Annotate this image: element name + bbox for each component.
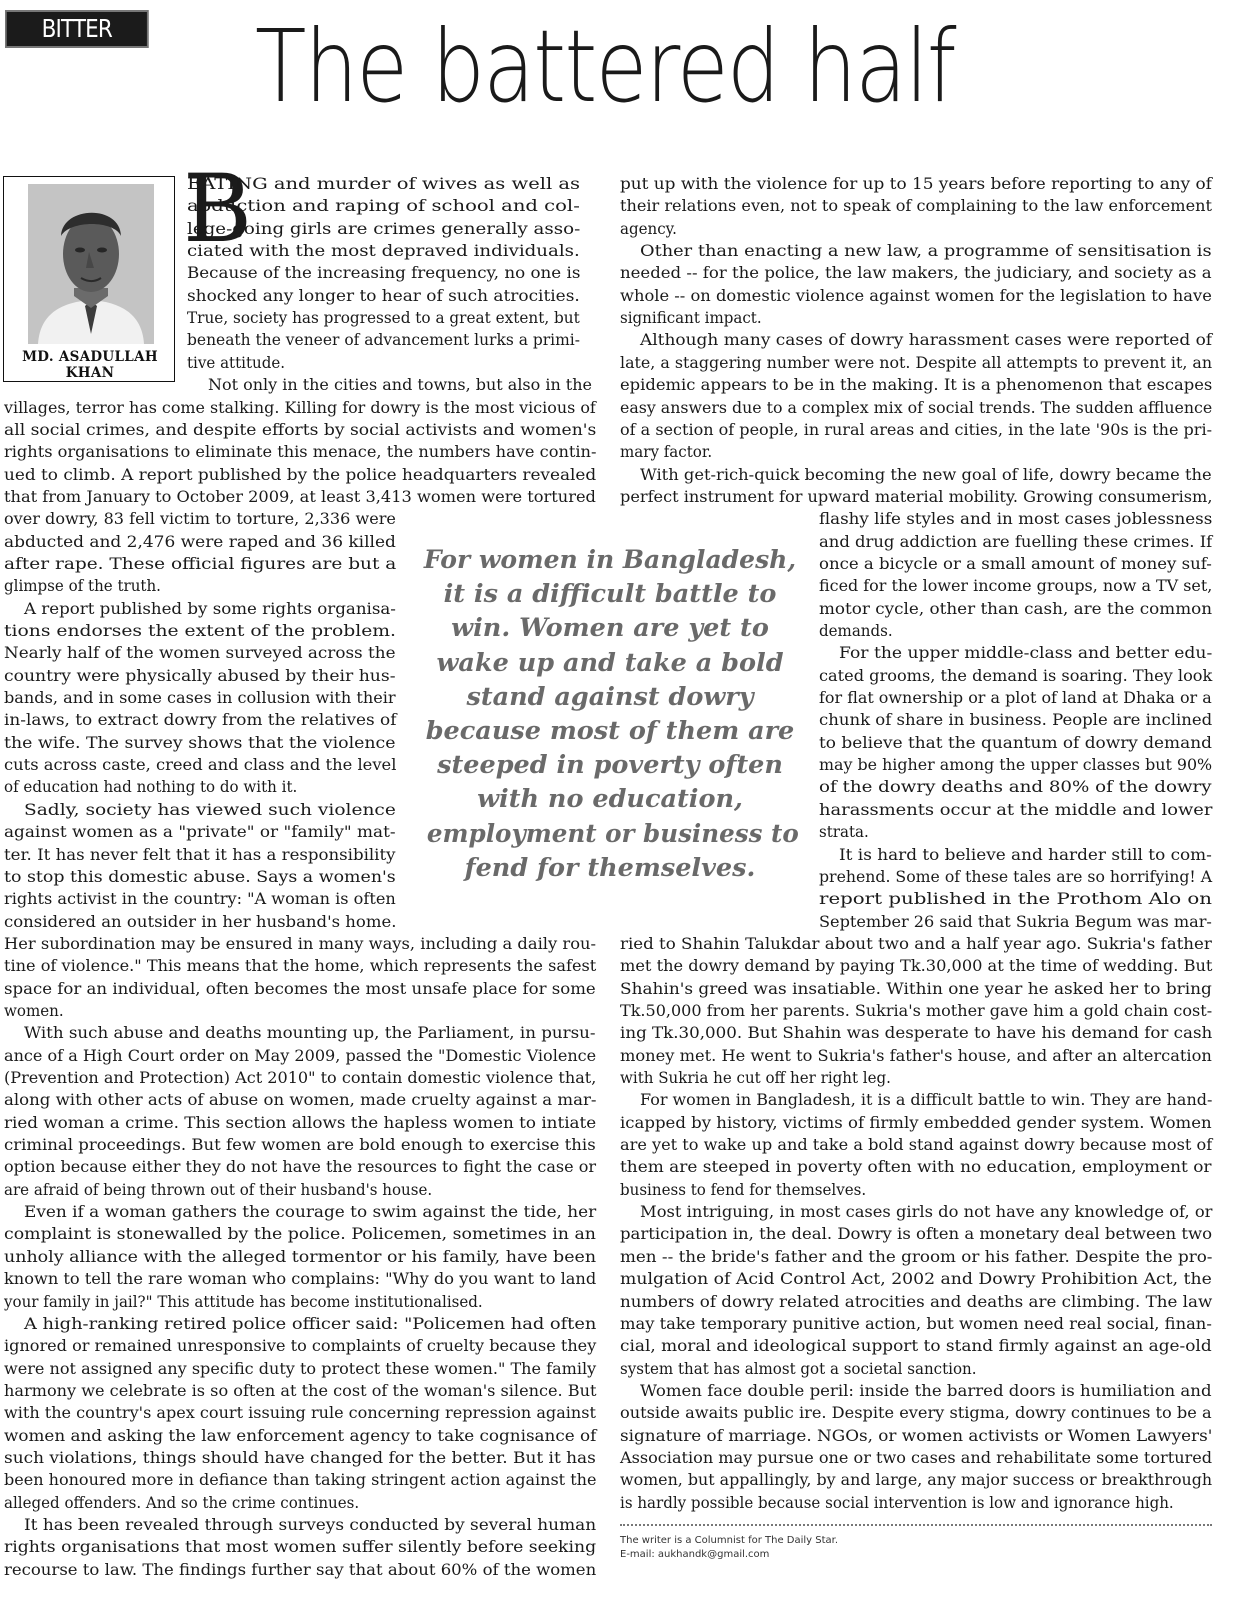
pull-quote-line: steeped in poverty often — [437, 750, 783, 781]
article-line: A high-ranking retired police officer said: "Policemen had often — [24, 1313, 597, 1333]
article-line: whole -- on domestic violence against women for the legislation to have — [620, 285, 1212, 305]
article-line: rights activist in the country: "A woman is often — [4, 889, 396, 909]
author-box — [3, 176, 175, 382]
pull-quote-line: stand against dowry — [466, 681, 754, 712]
article-line: may be higher among the upper classes but 90% — [819, 755, 1213, 775]
article-line: outside awaits public ire. Despite every stigma, dowry continues to be a — [620, 1403, 1212, 1423]
article-line: participation in, the deal. Dowry is often a monetary deal between two — [620, 1224, 1213, 1244]
article-line: their relations even, not to speak of complaining to the law enforcement — [620, 196, 1212, 216]
writer-note: The writer is a Columnist for The Daily Star. — [620, 1535, 839, 1546]
article-line: alleged offenders. And so the crime continues. — [4, 1492, 360, 1512]
pull-quote-line: it is a difficult battle to — [443, 579, 777, 610]
article-line: and drug addiction are fuelling these crimes. If — [819, 531, 1213, 551]
article-line: cuts across caste, creed and class and the level — [4, 755, 397, 775]
article-line: ciated with the most depraved individuals. — [187, 241, 580, 261]
article-line: them are steeped in poverty often with no education, employment or — [620, 1157, 1212, 1177]
article-line: significant impact. — [620, 308, 762, 328]
drop-cap: B — [183, 155, 253, 264]
article-line: against women as a "private" or "family" mat- — [4, 822, 396, 842]
article-line: considered an outsider in her husband's home. — [4, 911, 397, 931]
article-line: that from January to October 2009, at least 3,413 women were tortured — [4, 486, 596, 506]
article-line: business to fend for themselves. — [620, 1179, 867, 1199]
article-line: villages, terror has come stalking. Killing for dowry is the most vicious of — [4, 397, 596, 417]
article-line: complaint is stonewalled by the police. Policemen, sometimes in an — [4, 1224, 596, 1244]
author-photo — [28, 184, 154, 344]
article-line: of a section of people, in rural areas and cities, in the late '90s is the pri- — [620, 419, 1213, 439]
article-line: ignored or remained unresponsive to complaints of cruelty because they — [4, 1336, 597, 1356]
article-line: A report published by some rights organisa- — [24, 598, 396, 618]
article-line: are afraid of being thrown out of their husband's house. — [4, 1179, 433, 1199]
article-line: epidemic appears to be in the making. It is a phenomenon that escapes — [620, 375, 1213, 395]
article-line: Although many cases of dowry harassment cases were reported of — [640, 330, 1213, 350]
article-line: ficed for the lower income groups, now a TV set, — [819, 576, 1213, 596]
article-line: option because either they do not have the resources to fight the case or — [4, 1157, 597, 1177]
article-line: may take temporary punitive action, but women need real social, finan- — [620, 1313, 1212, 1333]
author-name: MD. ASADULLAH KHAN — [22, 349, 158, 381]
article-line: motor cycle, other than cash, are the common — [819, 598, 1213, 618]
article-line: been honoured more in defiance than taking stringent action against the — [4, 1470, 597, 1490]
article-line: are yet to wake up and take a bold stand against dowry because most of — [620, 1135, 1213, 1155]
article-line: abduction and raping of school and col- — [187, 196, 580, 216]
article-line: ing Tk.30,000. But Shahin was desperate to have his demand for cash — [620, 1023, 1213, 1043]
article-line: EATING and murder of wives as well as — [187, 174, 581, 193]
footer-divider — [620, 1524, 1212, 1526]
article-line: beneath the veneer of advancement lurks a primi- — [187, 330, 580, 350]
article-line: your family in jail?" This attitude has become institutionalised. — [4, 1291, 483, 1311]
article-line: glimpse of the truth. — [4, 576, 161, 596]
article-line: to stop this domestic abuse. Says a women's — [4, 866, 396, 886]
article-line: is hardly possible because social intervention is low and ignorance high. — [620, 1492, 1174, 1512]
article-line: Association may pursue one or two cases and rehabilitate some tortured — [620, 1447, 1213, 1467]
article-line: harassments occur at the middle and lower — [819, 799, 1213, 819]
article-line: report published in the Prothom Alo on — [819, 889, 1213, 909]
article-line: Not only in the cities and towns, but also in the — [208, 375, 592, 395]
article-line: such violations, things should have changed for the better. But it has — [4, 1447, 596, 1467]
pull-quote — [420, 543, 800, 885]
article-line: ried woman a crime. This section allows the hapless women to intiate — [4, 1112, 597, 1132]
article-line: September 26 said that Sukria Begum was mar- — [819, 911, 1212, 931]
article-line: with the country's apex court issuing rule concerning repression against — [4, 1403, 596, 1423]
article-line: over dowry, 83 fell victim to torture, 2,336 were — [4, 509, 396, 529]
article-line: demands. — [819, 621, 893, 640]
article-line: recourse to law. The findings further say that about 60% of the women — [4, 1559, 597, 1579]
article-line: needed -- for the police, the law makers, the judiciary, and society as a — [620, 263, 1212, 283]
article-line: tions endorses the extent of the problem. — [4, 621, 397, 640]
article-line: ried to Shahin Talukdar about two and a half year ago. Sukria's father — [620, 933, 1212, 953]
article-line: women. — [4, 1000, 64, 1020]
article-line: True, society has progressed to a great extent, but — [187, 308, 580, 328]
article-line: rights organisations to eliminate this menace, the numbers have contin- — [4, 442, 597, 462]
article-line: criminal proceedings. But few women are bold enough to exercise this — [4, 1135, 596, 1155]
article-line: For women in Bangladesh, it is a difficult battle to win. They are hand- — [640, 1090, 1213, 1110]
article-line: Tk.50,000 from her parents. Sukria's mother gave him a gold chain cost- — [620, 1000, 1213, 1020]
article-line: for flat ownership or a plot of land at Dhaka or a — [819, 688, 1212, 708]
author-portrait-image — [28, 184, 154, 344]
article-line: ued to climb. A report published by the police headquarters revealed — [4, 464, 597, 484]
article-line: of the dowry deaths and 80% of the dowry — [819, 777, 1212, 797]
article-line: late, a staggering number were not. Despite all attempts to prevent it, an — [620, 352, 1213, 372]
article-line: Women face double peril: inside the barred doors is humiliation and — [640, 1380, 1212, 1400]
article-line: Shahin's greed was insatiable. Within one year he asked her to bring — [620, 978, 1212, 998]
pull-quote-line: employment or business to — [426, 818, 799, 849]
article-line: country were physically abused by their hus- — [4, 665, 396, 685]
article-line: in-laws, to extract dowry from the relatives of — [4, 710, 397, 730]
article-line: Her subordination may be ensured in many ways, including a daily rou- — [4, 933, 597, 953]
headline: The battered half — [255, 8, 955, 125]
article-line: tive attitude. — [187, 352, 286, 372]
article-line: with Sukria he cut off her right leg. — [620, 1068, 891, 1087]
pull-quote-line: wake up and take a bold — [436, 647, 784, 678]
article-line: Nearly half of the women surveyed across the — [4, 643, 396, 663]
section-label: BITTER TRUTH — [5, 10, 149, 48]
article-line: put up with the violence for up to 15 years before reporting to any of — [620, 174, 1212, 193]
article-line: prehend. Some of these tales are so horrifying! A — [819, 866, 1213, 886]
article-line: Other than enacting a new law, a programme of sensitisation is — [640, 241, 1212, 261]
writer-email: E-mail: aukhandk@gmail.com — [620, 1549, 770, 1560]
pull-quote-line: because most of them are — [425, 715, 795, 746]
article-line: Sadly, society has viewed such violence — [24, 799, 396, 819]
article-line: Most intriguing, in most cases girls do not have any knowledge of, or — [640, 1202, 1213, 1222]
article-line: money met. He went to Sukria's father's house, and after an altercation — [620, 1045, 1212, 1065]
article-line: lege-going girls are crimes generally asso- — [187, 218, 581, 238]
pull-quote-line: For women in Bangladesh, — [423, 545, 797, 575]
article-line: to believe that the quantum of dowry demand — [819, 732, 1212, 752]
article-line: space for an individual, often becomes the most unsafe place for some — [4, 978, 596, 998]
article-line: all social crimes, and despite efforts by social activists and women's — [4, 419, 597, 439]
article-line: cial, moral and ideological support to stand firmly against an age-old — [620, 1336, 1212, 1356]
article-line: ter. It has never felt that it has a responsibility — [4, 844, 396, 864]
article-line: With get-rich-quick becoming the new goal of life, dowry became the — [640, 464, 1212, 484]
article-line: mary factor. — [620, 442, 713, 462]
article-line: cated grooms, the demand is soaring. They look — [819, 665, 1213, 685]
article-line: strata. — [819, 822, 869, 842]
article-line: of education had nothing to do with it. — [4, 777, 298, 797]
article-line: men -- the bride's father and the groom or his father. Despite the pro- — [620, 1246, 1213, 1266]
article-line: It has been revealed through surveys conducted by several human — [24, 1515, 597, 1534]
article-line: the wife. The survey shows that the violence — [4, 732, 396, 752]
article-line: abducted and 2,476 were raped and 36 killed — [4, 531, 396, 551]
article-line: met the dowry demand by paying Tk.30,000 at the time of wedding. But — [620, 956, 1213, 976]
pull-quote-line: fend for themselves. — [464, 852, 756, 883]
article-line: perfect instrument for upward material mobility. Growing consumerism, — [620, 486, 1213, 506]
article-line: shocked any longer to hear of such atrocities. — [187, 285, 580, 305]
article-line: icapped by history, victims of firmly embedded gender system. Women — [620, 1112, 1212, 1132]
article-line: flashy life styles and in most cases joblessness — [819, 509, 1213, 529]
article-line: tine of violence." This means that the home, which represents the safest — [4, 956, 597, 976]
pull-quote-line: win. Women are yet to — [451, 613, 769, 644]
article-line: With such abuse and deaths mounting up, the Parliament, in pursu- — [24, 1023, 596, 1043]
article-line: ance of a High Court order on May 2009, passed the "Domestic Violence — [4, 1045, 597, 1065]
article-line: along with other acts of abuse on women, made cruelty against a mar- — [4, 1090, 597, 1110]
article-line: were not assigned any specific duty to protect these women." The family — [4, 1358, 597, 1378]
article-line: once a bicycle or a small amount of money suf- — [819, 553, 1212, 573]
article-line: women and asking the law enforcement agency to take cognisance of — [4, 1425, 597, 1445]
article-line: Even if a woman gathers the courage to swim against the tide, her — [24, 1202, 597, 1222]
article-line: system that has almost got a societal sanction. — [620, 1358, 977, 1378]
article-line: after rape. These official figures are but a — [4, 553, 397, 573]
article-line: Because of the increasing frequency, no one is — [187, 263, 581, 283]
article-line: women, but appallingly, by and large, any major success or breakthrough — [620, 1470, 1213, 1490]
article-line: bands, and in some cases in collusion with their — [4, 688, 396, 708]
article-line: agency. — [620, 218, 677, 238]
article-line: It is hard to believe and harder still to com- — [839, 844, 1212, 864]
article-line: known to tell the rare woman who complains: "Why do you want to land — [4, 1269, 597, 1289]
article-line: rights organisations that most women suffer silently before seeking — [4, 1537, 597, 1557]
article-line: mulgation of Acid Control Act, 2002 and Dowry Prohibition Act, the — [620, 1269, 1212, 1289]
article-line: chunk of share in business. People are inclined — [819, 710, 1213, 730]
article-line: For the upper middle-class and better edu- — [839, 643, 1213, 663]
article-line: signature of marriage. NGOs, or women activists or Women Lawyers' — [620, 1425, 1213, 1445]
article-line: numbers of dowry related atrocities and deaths are climbing. The law — [620, 1291, 1213, 1311]
article-line: (Prevention and Protection) Act 2010" to contain domestic violence that, — [4, 1068, 597, 1087]
article-line: unholy alliance with the alleged tormentor or his family, have been — [4, 1246, 597, 1266]
article-line: harmony we celebrate is so often at the cost of the woman's silence. But — [4, 1380, 597, 1400]
pull-quote-line: with no education, — [477, 784, 743, 815]
article-line: easy answers due to a complex mix of social trends. The sudden affluence — [620, 397, 1213, 417]
